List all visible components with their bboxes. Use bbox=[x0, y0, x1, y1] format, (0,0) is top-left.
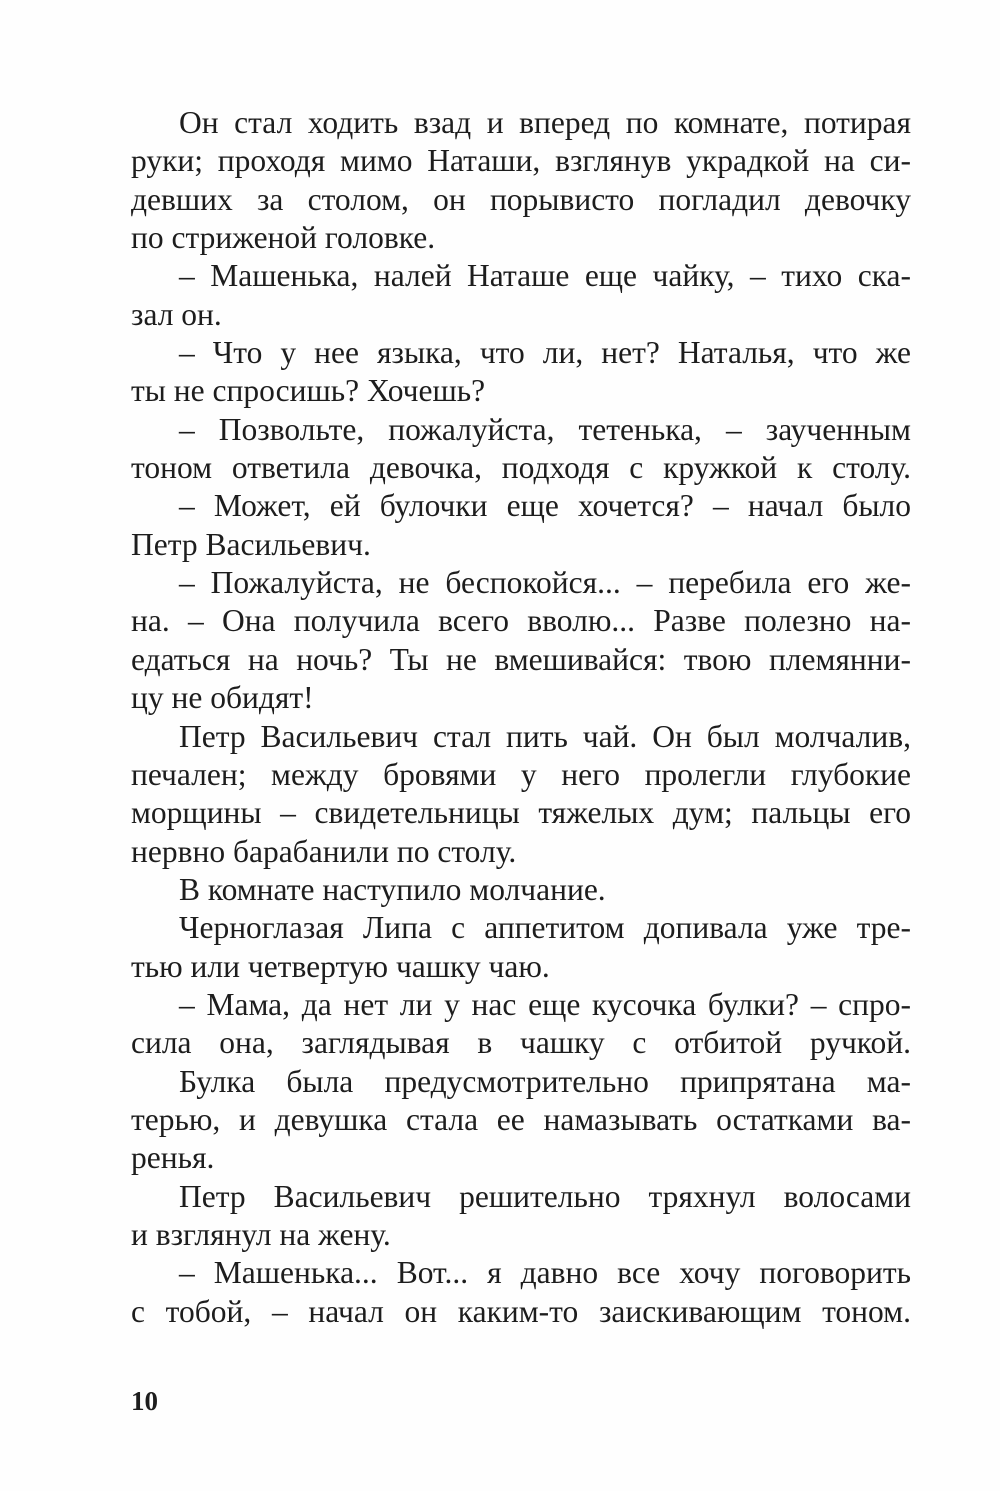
text-line: и взглянул на жену. bbox=[131, 1216, 391, 1252]
text-line: зал он. bbox=[131, 296, 222, 332]
page-number: 10 bbox=[131, 1386, 158, 1416]
text-line: Черноглазая Липа с аппетитом допивала уже тре- bbox=[179, 910, 911, 946]
text-line: – Мама, да нет ли у нас еще кусочка булки? – спро- bbox=[179, 986, 911, 1022]
text-line: – Что у нее языка, что ли, нет? Наталья, что же bbox=[179, 335, 911, 371]
text-line: – Позвольте, пожалуйста, тетенька, – заученным bbox=[179, 411, 911, 447]
text-line: девших за столом, он порывисто погладил девочку bbox=[131, 181, 911, 217]
body-text bbox=[131, 104, 911, 1331]
text-line: печален; между бровями у него пролегли глубокие bbox=[131, 756, 911, 792]
text-line: Петр Васильевич решительно тряхнул волосами bbox=[179, 1178, 911, 1214]
text-line: морщины – свидетельницы тяжелых дум; пальцы его bbox=[131, 795, 911, 831]
text-line: – Может, ей булочки еще хочется? – начал было bbox=[179, 488, 911, 524]
text-line: Булка была предусмотрительно припрятана ма- bbox=[179, 1063, 911, 1099]
text-line: с тобой, – начал он каким-то заискивающим тоном. bbox=[131, 1293, 911, 1329]
text-line: терью, и девушка стала ее намазывать остатками ва- bbox=[131, 1101, 911, 1137]
text-line: – Машенька... Вот... я давно все хочу поговорить bbox=[179, 1255, 911, 1291]
text-line: сила она, заглядывая в чашку с отбитой ручкой. bbox=[131, 1025, 911, 1061]
text-line: тоном ответила девочка, подходя с кружкой к столу. bbox=[131, 450, 911, 486]
text-line: – Машенька, налей Наташе еще чайку, – тихо ска- bbox=[179, 258, 911, 294]
text-line: ты не спросишь? Хочешь? bbox=[131, 373, 486, 409]
text-line: – Пожалуйста, не беспокойся... – перебила его же- bbox=[179, 565, 911, 601]
text-line: В комнате наступило молчание. bbox=[179, 871, 606, 907]
text-line: цу не обидят! bbox=[131, 680, 314, 716]
text-line: по стриженой головке. bbox=[131, 220, 436, 256]
text-line: тью или четвертую чашку чаю. bbox=[131, 948, 550, 984]
text-line: руки; проходя мимо Наташи, взглянув украдкой на си- bbox=[131, 143, 911, 179]
text-line: нервно барабанили по столу. bbox=[131, 833, 517, 869]
text-line: Петр Васильевич стал пить чай. Он был молчалив, bbox=[179, 718, 911, 754]
text-line: едаться на ночь? Ты не вмешивайся: твою племянни- bbox=[131, 641, 911, 677]
text-line: ренья. bbox=[131, 1140, 215, 1176]
text-line: Петр Васильевич. bbox=[131, 526, 371, 562]
text-line: Он стал ходить взад и вперед по комнате, потирая bbox=[179, 105, 911, 140]
text-line: на. – Она получила всего вволю... Разве полезно на- bbox=[131, 603, 911, 639]
